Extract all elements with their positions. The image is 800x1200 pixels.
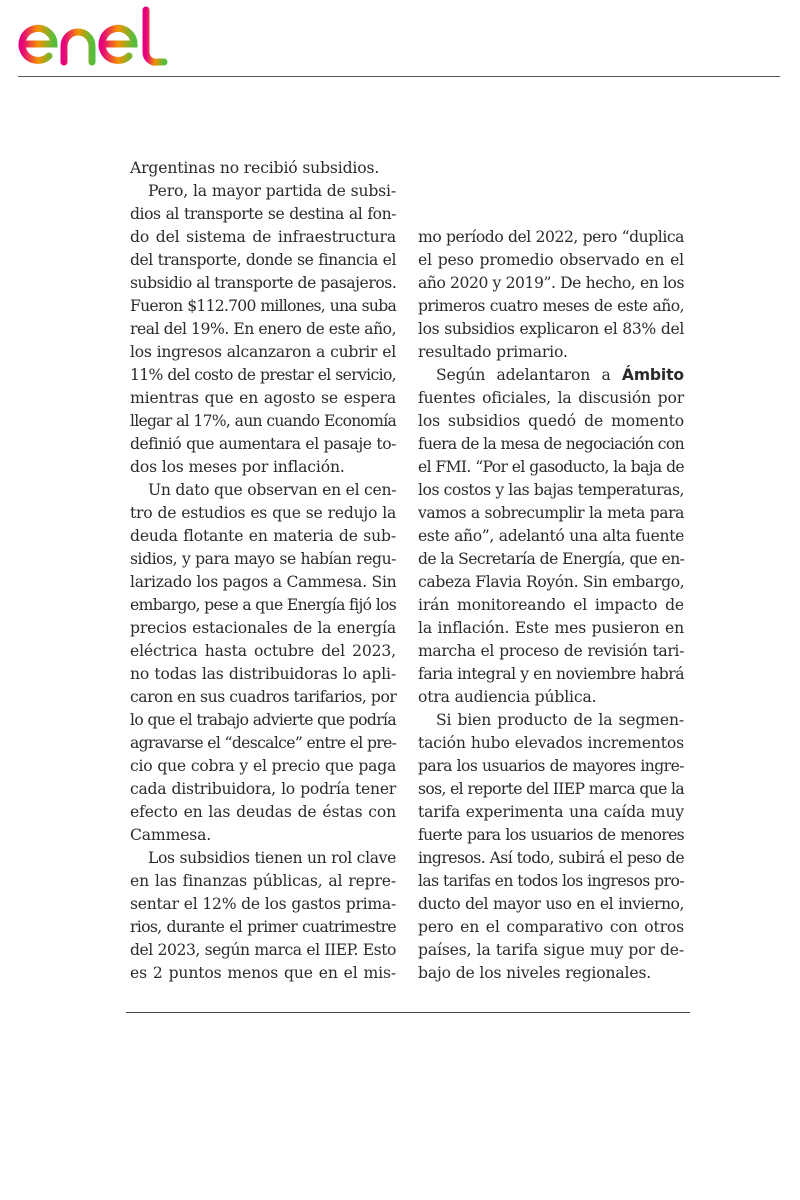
text-line <box>418 617 684 640</box>
text-line <box>130 824 396 847</box>
text-line <box>418 709 684 732</box>
line-text: sentar el 12% de los gastos prima- <box>130 895 396 913</box>
line-text: llegar al 17%, aun cuando Economía <box>130 412 396 430</box>
text-line <box>130 272 396 295</box>
text-line <box>418 479 684 502</box>
text-line <box>418 525 684 548</box>
line-text: lo que el trabajo advierte que podría <box>130 711 396 729</box>
line-text: Cammesa. <box>130 826 212 844</box>
line-text: los subsidios quedó de momento <box>418 412 684 430</box>
text-line <box>418 226 684 249</box>
line-text: embargo, pese a que Energía fijó los <box>130 596 397 614</box>
line-text: Fueron $112.700 millones, una suba <box>130 297 396 315</box>
text-line <box>130 525 396 548</box>
line-text: rios, durante el primer cuatrimestre <box>130 918 396 936</box>
text-line <box>418 939 684 962</box>
text-line <box>130 456 396 479</box>
line-text: el FMI. “Por el gasoducto, la baja de <box>418 458 684 476</box>
text-line <box>130 893 396 916</box>
line-text: eléctrica hasta octubre del 2023, <box>130 642 396 660</box>
text-line <box>130 433 396 456</box>
line-text: los costos y las bajas temperaturas, <box>418 481 684 499</box>
text-line <box>130 502 396 525</box>
line-text: no todas las distribuidoras lo apli- <box>130 665 396 683</box>
text-line <box>418 387 684 410</box>
text-line <box>418 295 684 318</box>
line-text: es 2 puntos menos que en el mis- <box>130 964 396 982</box>
line-text: agravarse el “descalce” entre el pre- <box>130 734 397 752</box>
text-line <box>130 571 396 594</box>
text-line <box>130 962 396 985</box>
text-line <box>418 364 684 387</box>
line-text: año 2020 y 2019”. De hecho, en los <box>418 274 684 292</box>
line-text: precios estacionales de la energía <box>130 619 396 637</box>
line-text: Pero, la mayor partida de subsi- <box>148 182 396 200</box>
line-text: fuera de la mesa de negociación con <box>418 435 684 453</box>
line-text: los subsidios explicaron el 83% del <box>418 320 684 338</box>
line-text: el peso promedio observado en el <box>418 251 684 269</box>
line-text: primeros cuatro meses de este año, <box>418 297 684 315</box>
text-line <box>130 203 396 226</box>
line-text: subsidio al transporte de pasajeros. <box>130 274 397 292</box>
text-line <box>130 778 396 801</box>
publication-name: Ámbito <box>621 366 684 384</box>
text-line <box>418 916 684 939</box>
text-line <box>130 916 396 939</box>
text-line <box>418 341 684 364</box>
line-text: dos los meses por inflación. <box>130 458 345 476</box>
text-line <box>130 226 396 249</box>
text-line <box>130 617 396 640</box>
text-line <box>418 410 684 433</box>
line-text: irán monitoreando el impacto de <box>418 596 684 614</box>
page-header <box>18 0 780 77</box>
text-line <box>130 939 396 962</box>
line-text: caron en sus cuadros tarifarios, por <box>130 688 397 706</box>
text-line <box>130 801 396 824</box>
text-line <box>130 709 396 732</box>
line-text: de la Secretaría de Energía, que en- <box>418 550 685 568</box>
text-line <box>418 732 684 755</box>
line-text: fuerte para los usuarios de menores <box>418 826 684 844</box>
text-line <box>418 962 684 985</box>
line-text: cada distribuidora, lo podría tener <box>130 780 396 798</box>
text-line <box>418 433 684 456</box>
text-line <box>130 847 396 870</box>
enel-logo <box>18 6 178 66</box>
text-line <box>130 755 396 778</box>
text-line <box>418 548 684 571</box>
line-text: tación hubo elevados incrementos <box>418 734 684 752</box>
text-line <box>130 249 396 272</box>
line-text: Argentinas no recibió subsidios. <box>130 159 380 177</box>
line-text: países, la tarifa sigue muy por de- <box>418 941 684 959</box>
text-line <box>130 295 396 318</box>
line-text: larizado los pagos a Cammesa. Sin <box>130 573 397 591</box>
text-line <box>418 456 684 479</box>
line-text: efecto en las deudas de éstas con <box>130 803 396 821</box>
line-text: la inflación. Este mes pusieron en <box>418 619 684 637</box>
text-line <box>418 640 684 663</box>
line-text: tarifa experimenta una caída muy <box>418 803 684 821</box>
line-text: mientras que en agosto se espera <box>130 389 396 407</box>
line-text: ducto del mayor uso en el invierno, <box>418 895 684 913</box>
line-text: pero en el comparativo con otros <box>418 918 684 936</box>
line-text: 11% del costo de prestar el servicio, <box>130 366 396 384</box>
line-text: bajo de los niveles regionales. <box>418 964 652 982</box>
line-text: deuda flotante en materia de sub- <box>130 527 396 545</box>
line-text: las tarifas en todos los ingresos pro- <box>418 872 685 890</box>
text-line <box>418 755 684 778</box>
text-line <box>130 341 396 364</box>
line-text: sos, el reporte del IIEP marca que la <box>418 780 684 798</box>
text-line <box>418 686 684 709</box>
text-line <box>130 640 396 663</box>
line-text: Si bien producto de la segmen- <box>436 711 684 729</box>
text-line <box>418 663 684 686</box>
line-text: ingresos. Así todo, subirá el peso de <box>418 849 684 867</box>
text-line <box>418 893 684 916</box>
line-text: los ingresos alcanzaron a cubrir el <box>130 343 396 361</box>
line-text: mo período del 2022, pero “duplica <box>418 228 684 246</box>
line-text: del 2023, según marca el IIEP. Esto <box>130 941 396 959</box>
text-line <box>418 594 684 617</box>
article-right-column <box>418 226 684 985</box>
text-line <box>130 686 396 709</box>
text-line <box>418 318 684 341</box>
text-line <box>418 824 684 847</box>
text-line <box>130 180 396 203</box>
line-text: real del 19%. En enero de este año, <box>130 320 397 338</box>
line-text: dios al transporte se destina al fon- <box>130 205 396 223</box>
text-line <box>418 502 684 525</box>
text-line <box>418 801 684 824</box>
text-line <box>130 548 396 571</box>
text-line <box>130 870 396 893</box>
text-line <box>130 387 396 410</box>
article-left-column <box>130 157 396 985</box>
line-text: Un dato que observan en el cen- <box>148 481 397 499</box>
text-line <box>418 847 684 870</box>
line-text: definió que aumentara el pasaje to- <box>130 435 396 453</box>
text-line <box>418 778 684 801</box>
text-line <box>130 157 396 180</box>
line-text: Según adelantaron a <box>436 366 611 384</box>
line-text: sidios, y para mayo se habían regu- <box>130 550 396 568</box>
line-text: tro de estudios es que se redujo la <box>130 504 396 522</box>
line-text: vamos a sobrecumplir la meta para <box>418 504 684 522</box>
text-line <box>418 571 684 594</box>
text-line <box>130 663 396 686</box>
text-line <box>418 272 684 295</box>
line-text: del transporte, donde se financia el <box>130 251 396 269</box>
text-line <box>418 870 684 893</box>
line-text: resultado primario. <box>418 343 568 361</box>
text-line <box>130 594 396 617</box>
text-line <box>418 249 684 272</box>
line-text: para los usuarios de mayores ingre- <box>418 757 684 775</box>
line-text: marcha el proceso de revisión tari- <box>418 642 684 660</box>
bottom-divider <box>126 1012 690 1013</box>
line-text: cabeza Flavia Royón. Sin embargo, <box>418 573 685 591</box>
line-text: fuentes oficiales, la discusión por <box>418 389 684 407</box>
line-text: do del sistema de infraestructura <box>130 228 396 246</box>
line-text: este año”, adelantó una alta fuente <box>418 527 684 545</box>
line-text: cio que cobra y el precio que paga <box>130 757 396 775</box>
text-line <box>130 410 396 433</box>
line-text: en las finanzas públicas, al repre- <box>130 872 396 890</box>
text-line <box>130 479 396 502</box>
line-text: otra audiencia pública. <box>418 688 597 706</box>
text-line <box>130 364 396 387</box>
line-text: Los subsidios tienen un rol clave <box>148 849 396 867</box>
line-text: faria integral y en noviembre habrá <box>418 665 685 683</box>
text-line <box>130 732 396 755</box>
text-line <box>130 318 396 341</box>
